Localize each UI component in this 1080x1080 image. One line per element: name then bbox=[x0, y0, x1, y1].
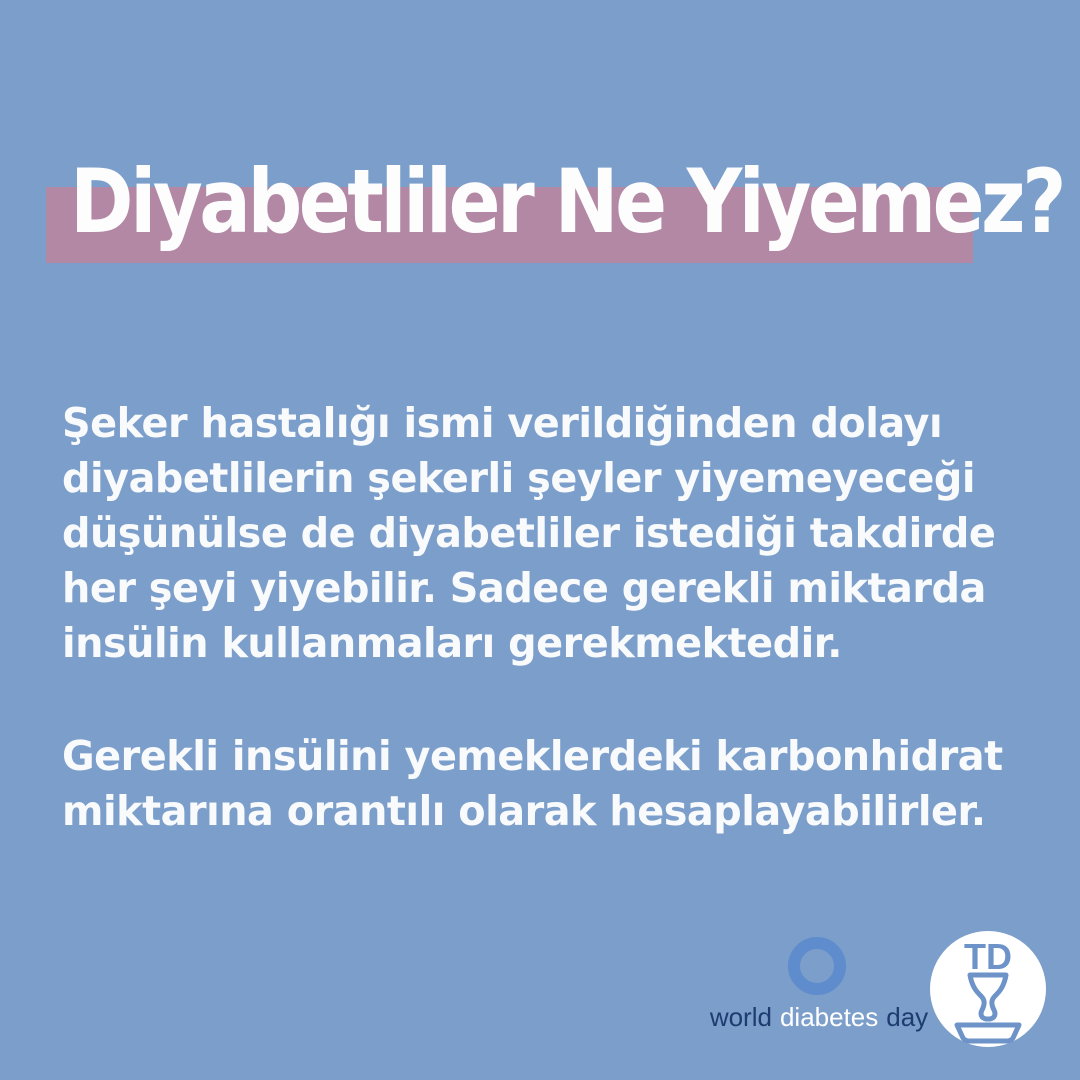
text-line: düşünülse de diyabetliler istediği takdirde bbox=[62, 509, 996, 557]
page-title: Diyabetliler Ne Yiyemez? bbox=[70, 150, 1064, 253]
body-paragraph-2 bbox=[62, 729, 1003, 839]
td-monogram: TD bbox=[964, 936, 1012, 977]
wdd-word-day: day bbox=[886, 1002, 929, 1032]
world-diabetes-day-label bbox=[709, 1002, 929, 1032]
wdd-word-world: world bbox=[709, 1002, 772, 1032]
text-line: diyabetlilerin şekerli şeyler yiyemeyeceği bbox=[62, 454, 975, 502]
wdd-word-diabetes: diabetes bbox=[779, 1002, 879, 1032]
text-line: Şeker hastalığı ismi verildiğinden dolayı bbox=[62, 399, 943, 447]
text-line: insülin kullanmaları gerekmektedir. bbox=[62, 619, 842, 667]
turkish-diabetes-logo bbox=[928, 929, 1048, 1049]
text-line: miktarına orantılı olarak hesaplayabilirler. bbox=[62, 787, 986, 835]
blue-circle-icon bbox=[788, 937, 846, 995]
body-paragraph-1 bbox=[62, 396, 995, 671]
text-line: her şeyi yiyebilir. Sadece gerekli miktarda bbox=[62, 564, 986, 612]
text-line: Gerekli insülini yemeklerdeki karbonhidrat bbox=[62, 732, 1003, 780]
